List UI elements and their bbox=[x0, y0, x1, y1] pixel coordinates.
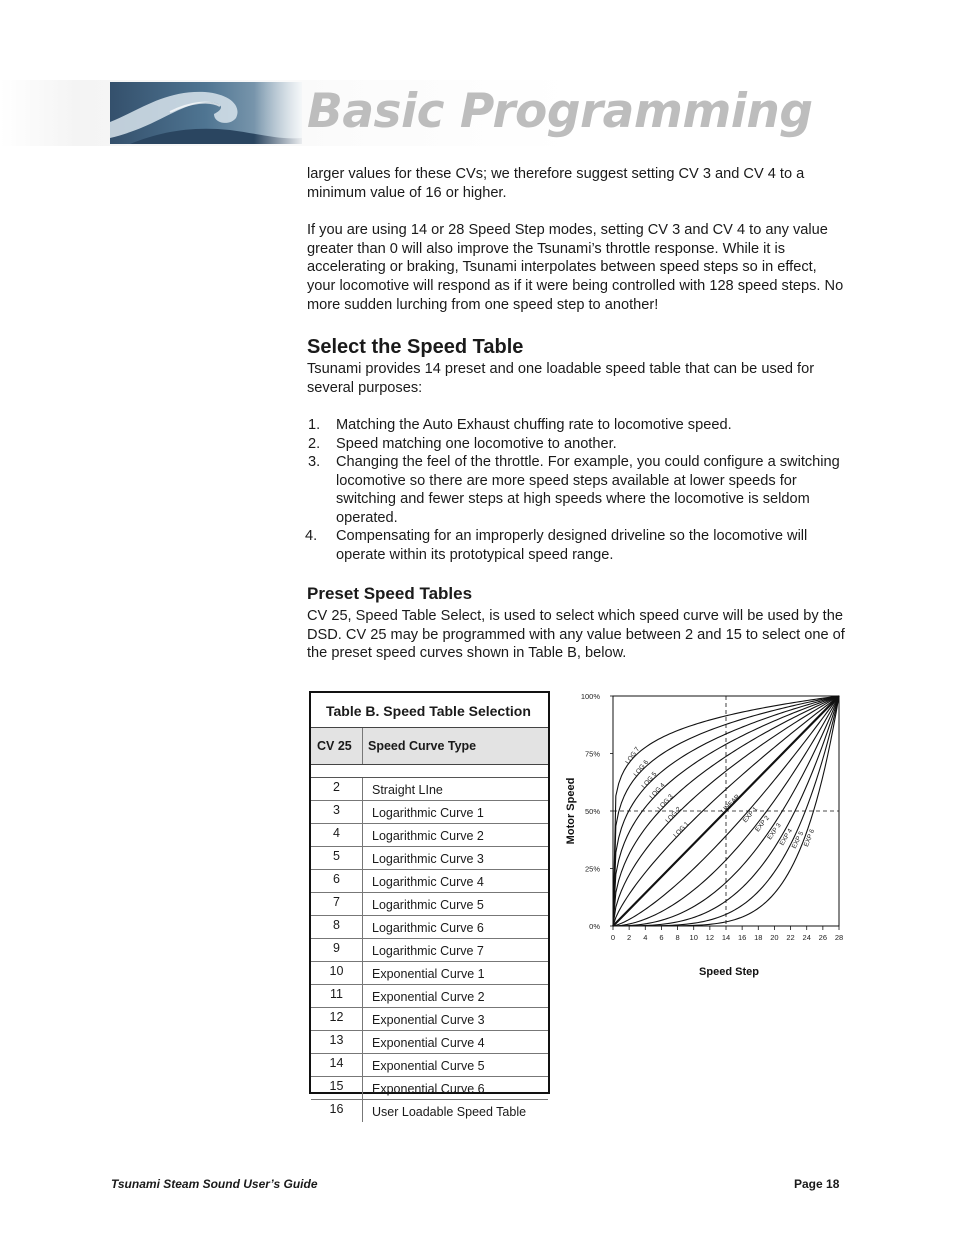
list-item-text: Changing the feel of the throttle. For example, you could configure a switching locomotive so there are more speed steps available at lower speeds for switching and fewer steps at high speeds where the locomotive is seldom operated. bbox=[336, 454, 840, 526]
table-row bbox=[311, 870, 548, 893]
cv25-value-cell: 16 bbox=[311, 1100, 363, 1122]
list-item-number: 2. bbox=[308, 435, 321, 452]
cv25-value-cell: 14 bbox=[311, 1054, 363, 1076]
cv25-value-cell: 4 bbox=[311, 824, 363, 846]
table-row bbox=[311, 939, 548, 962]
list-item-text: Speed matching one locomotive to another. bbox=[336, 435, 617, 452]
x-tick-label: 2 bbox=[627, 933, 632, 942]
page-title: Basic Programming bbox=[307, 84, 813, 139]
table-row bbox=[311, 1008, 548, 1031]
table-row bbox=[311, 893, 548, 916]
curve-type-cell: Logarithmic Curve 3 bbox=[372, 852, 484, 866]
list-item-number: 4. bbox=[305, 528, 318, 544]
curve-type-cell: Logarithmic Curve 4 bbox=[372, 875, 484, 889]
table-row bbox=[311, 801, 548, 824]
preset-speed-tables-heading: Preset Speed Tables bbox=[307, 584, 473, 603]
curve-label: EXP 1 bbox=[741, 805, 760, 825]
cv25-value-cell: 10 bbox=[311, 962, 363, 984]
curve-type-cell: User Loadable Speed Table bbox=[372, 1105, 527, 1119]
x-tick-label: 20 bbox=[770, 933, 779, 942]
curve-label: LOG 7 bbox=[624, 745, 642, 766]
curve-type-cell: Logarithmic Curve 5 bbox=[372, 898, 484, 912]
x-tick-label: 0 bbox=[610, 933, 616, 942]
x-tick-label: 6 bbox=[659, 933, 664, 942]
curve-label: LINEAR bbox=[719, 793, 742, 816]
x-tick-label: 22 bbox=[786, 933, 795, 942]
y-tick-label: 0% bbox=[589, 922, 600, 931]
x-axis-label: Speed Step bbox=[699, 966, 759, 978]
list-item bbox=[306, 527, 851, 564]
curve-type-cell: Logarithmic Curve 2 bbox=[372, 829, 484, 843]
preset-speed-tables-text: CV 25, Speed Table Select, is used to select which speed curve will be used by the DSD. CV 25 may be programmed with any value between 2 and 15 to select one of the preset speed curves shown in Table B, below. bbox=[307, 608, 845, 662]
table-spacer bbox=[311, 765, 548, 777]
curve-type-cell: Exponential Curve 3 bbox=[372, 1013, 485, 1027]
curve-type-cell: Exponential Curve 1 bbox=[372, 967, 485, 981]
table-header-curve-type: Speed Curve Type bbox=[368, 739, 477, 753]
curve-type-cell: Logarithmic Curve 1 bbox=[372, 806, 484, 820]
table-row bbox=[311, 1100, 548, 1122]
table-row bbox=[311, 1077, 548, 1100]
wave-logo-icon bbox=[110, 82, 302, 144]
cv25-value-cell: 2 bbox=[311, 778, 363, 800]
speed-table-selection-table bbox=[309, 691, 550, 1119]
curve-label: LOG 4 bbox=[648, 781, 667, 801]
curve-label: EXP 4 bbox=[778, 827, 795, 847]
cv25-value-cell: 7 bbox=[311, 893, 363, 915]
curve-label: LOG 5 bbox=[640, 770, 659, 791]
curve-type-cell: Exponential Curve 2 bbox=[372, 990, 485, 1004]
curve-type-cell: Exponential Curve 5 bbox=[372, 1059, 485, 1073]
cv25-value-cell: 6 bbox=[311, 870, 363, 892]
table-row bbox=[311, 962, 548, 985]
list-item-text: Compensating for an improperly designed driveline so the locomotive will operate within its prototypical speed range. bbox=[336, 528, 808, 563]
table-header-cv25: CV 25 bbox=[311, 728, 363, 764]
table-row bbox=[311, 847, 548, 870]
list-item-number: 1. bbox=[308, 417, 321, 433]
footer-guide-title: Tsunami Steam Sound User’s Guide bbox=[111, 1177, 318, 1191]
y-tick-label: 25% bbox=[584, 864, 600, 874]
list-item-text: Matching the Auto Exhaust chuffing rate to locomotive speed. bbox=[336, 417, 732, 433]
table-header-row bbox=[311, 727, 548, 765]
cv25-value-cell: 11 bbox=[311, 985, 363, 1007]
table-row bbox=[311, 985, 548, 1008]
cv25-value-cell: 8 bbox=[311, 916, 363, 938]
curve-label: LOG 1 bbox=[672, 820, 691, 840]
cv25-value-cell: 5 bbox=[311, 847, 363, 869]
footer-page-number: Page 18 bbox=[794, 1177, 840, 1191]
speed-table-heading: Select the Speed Table bbox=[307, 336, 524, 358]
cv25-value-cell: 13 bbox=[311, 1031, 363, 1053]
table-title: Table B. Speed Table Selection bbox=[326, 703, 531, 719]
curve-type-cell: Logarithmic Curve 7 bbox=[372, 944, 484, 958]
curve-label: LOG 6 bbox=[632, 758, 651, 779]
table-row bbox=[311, 778, 548, 801]
curve-type-cell: Straight LIne bbox=[372, 783, 443, 797]
intro-paragraph-1: larger values for these CVs; we therefore suggest setting CV 3 and CV 4 to a minimum value of 16 or higher. bbox=[307, 166, 805, 201]
intro-paragraph-2: If you are using 14 or 28 Speed Step modes, setting CV 3 and CV 4 to any value greater than 0 will also improve the Tsunami’s throttle response. While it is accelerating or braking, Tsunami interpolates between speed steps so in effect, your locomotive will respond as if it were being controlled with 128 speed steps. No more sudden lurching from one speed step to another! bbox=[307, 222, 844, 313]
x-tick-label: 28 bbox=[834, 933, 844, 942]
x-tick-label: 8 bbox=[675, 933, 680, 942]
table-row bbox=[311, 916, 548, 939]
table-row bbox=[311, 1054, 548, 1077]
speed-table-intro: Tsunami provides 14 preset and one loadable speed table that can be used for several purposes: bbox=[307, 361, 815, 396]
curve-type-cell: Exponential Curve 6 bbox=[372, 1082, 485, 1096]
curve-label: EXP 3 bbox=[766, 822, 783, 842]
x-tick-label: 14 bbox=[721, 933, 731, 942]
x-tick-label: 24 bbox=[802, 933, 811, 942]
curve-type-cell: Logarithmic Curve 6 bbox=[372, 921, 484, 935]
table-body bbox=[311, 777, 548, 1122]
cv25-value-cell: 12 bbox=[311, 1008, 363, 1030]
x-tick-label: 26 bbox=[818, 933, 828, 942]
cv25-value-cell: 9 bbox=[311, 939, 363, 961]
y-tick-label: 100% bbox=[580, 692, 600, 701]
y-axis-label: Motor Speed bbox=[565, 777, 577, 845]
curve-label: LOG 2 bbox=[664, 805, 683, 825]
x-tick-label: 18 bbox=[754, 933, 763, 942]
x-tick-label: 16 bbox=[737, 933, 747, 942]
list-item bbox=[306, 453, 851, 527]
curve-type-cell: Exponential Curve 4 bbox=[372, 1036, 485, 1050]
table-row bbox=[311, 824, 548, 847]
cv25-value-cell: 3 bbox=[311, 801, 363, 823]
table-row bbox=[311, 1031, 548, 1054]
cv25-value-cell: 15 bbox=[311, 1077, 363, 1099]
list-item-number: 3. bbox=[308, 454, 321, 470]
purpose-list bbox=[306, 416, 851, 564]
y-tick-label: 50% bbox=[584, 807, 600, 816]
list-item bbox=[306, 416, 851, 435]
curve-label: EXP 2 bbox=[754, 814, 772, 834]
x-tick-label: 12 bbox=[705, 933, 715, 942]
y-tick-label: 75% bbox=[584, 749, 600, 759]
curve-label: EXP 5 bbox=[790, 830, 806, 850]
speed-curve-chart bbox=[555, 683, 855, 983]
curve-label: LOG 3 bbox=[656, 793, 675, 813]
x-tick-label: 10 bbox=[689, 933, 698, 942]
list-item bbox=[306, 435, 851, 454]
curve-label: EXP 6 bbox=[803, 828, 817, 848]
x-tick-label: 4 bbox=[643, 933, 648, 942]
